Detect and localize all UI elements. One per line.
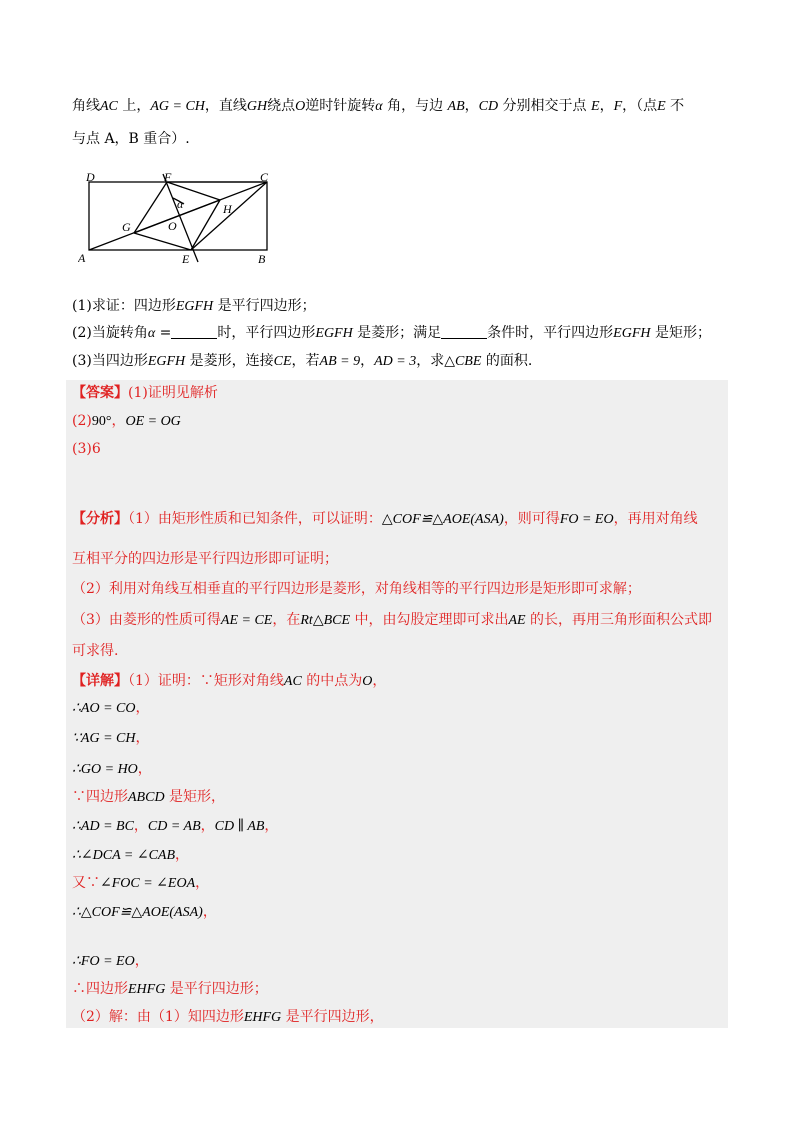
segment-hf bbox=[167, 182, 220, 200]
text: ， bbox=[360, 353, 375, 369]
text: 分别相交于点 bbox=[498, 98, 591, 114]
text: (2) bbox=[72, 413, 92, 429]
label-b: B bbox=[258, 252, 266, 266]
text: 时，平行四边形 bbox=[217, 325, 316, 341]
math: AE = CE bbox=[220, 613, 273, 628]
question-2 bbox=[72, 322, 711, 345]
text: 是平行四边形； bbox=[213, 298, 316, 314]
label-h: H bbox=[223, 202, 232, 216]
math: AC bbox=[283, 674, 302, 689]
text: 是平行四边形， bbox=[281, 1009, 384, 1025]
geometry-figure bbox=[78, 170, 278, 266]
math: ∴AD = BC bbox=[72, 819, 134, 834]
math: ∴GO = HO bbox=[72, 762, 138, 777]
text: 角线 bbox=[72, 98, 100, 114]
detail-line-9 bbox=[72, 901, 217, 924]
text: ，（点 bbox=[622, 98, 658, 114]
text: (1)证明见解析 bbox=[128, 385, 218, 401]
question-1 bbox=[72, 295, 316, 318]
question-3 bbox=[72, 350, 532, 373]
analysis-line-5: 可求得. bbox=[72, 643, 119, 659]
math: OE = OG bbox=[125, 414, 181, 429]
text: （3）由菱形的性质可得 bbox=[72, 612, 221, 628]
math: ∵AG = CH bbox=[72, 731, 136, 746]
math: ABCD bbox=[128, 790, 165, 805]
text: ， bbox=[464, 98, 479, 114]
math: O bbox=[362, 674, 373, 689]
text: 不 bbox=[665, 98, 685, 114]
math: EGFH bbox=[613, 326, 651, 341]
label-e: E bbox=[182, 252, 190, 266]
text: ， bbox=[202, 904, 217, 920]
label-c: C bbox=[260, 170, 269, 184]
answer-line-1 bbox=[72, 382, 218, 404]
detail-line-7 bbox=[72, 844, 189, 867]
detail-line-3 bbox=[72, 727, 149, 750]
solution-panel bbox=[66, 380, 728, 1028]
math: ∠FOC = ∠EOA bbox=[100, 876, 196, 891]
math: AD = 3 bbox=[374, 354, 417, 369]
detail-tag: 【详解】 bbox=[72, 673, 128, 689]
math: F bbox=[613, 99, 623, 114]
math: FO = EO bbox=[559, 512, 614, 527]
math: EHFG bbox=[243, 1010, 282, 1025]
answer-blank-1[interactable] bbox=[171, 324, 217, 339]
segment-ge bbox=[134, 233, 191, 250]
math: AC bbox=[100, 99, 118, 114]
detail-line-6 bbox=[72, 815, 278, 838]
math: O bbox=[295, 99, 306, 114]
math: ∴∠DCA = ∠CAB bbox=[72, 848, 176, 863]
analysis-line-4 bbox=[72, 609, 712, 632]
analysis-line-3: （2）利用对角线互相垂直的平行四边形是菱形，对角线相等的平行四边形是矩形即可求解； bbox=[72, 581, 641, 597]
text: = bbox=[155, 325, 172, 341]
analysis-line-2: 互相平分的四边形是平行四边形即可证明； bbox=[72, 551, 338, 567]
text: ，若 bbox=[291, 353, 320, 369]
label-a: A bbox=[78, 251, 86, 265]
problem-line-1 bbox=[72, 95, 684, 118]
math: AE bbox=[508, 613, 526, 628]
text: 是菱形；满足 bbox=[352, 325, 442, 341]
segment-ec bbox=[191, 182, 267, 250]
label-o: O bbox=[168, 219, 177, 233]
detail-line-11 bbox=[72, 978, 268, 1001]
math: EGFH bbox=[147, 354, 186, 369]
text: ， bbox=[195, 875, 210, 891]
analysis-tag: 【分析】 bbox=[72, 511, 128, 527]
text: 的中点为 bbox=[301, 673, 363, 689]
math: Rt△BCE bbox=[300, 613, 351, 628]
answer-line-3: (3)6 bbox=[72, 441, 101, 457]
text: ，直线 bbox=[204, 98, 247, 114]
text: ，再用对角线 bbox=[613, 511, 698, 527]
analysis-line-1 bbox=[72, 508, 698, 531]
text: ， bbox=[135, 700, 150, 716]
segment-fg bbox=[134, 182, 167, 233]
text: （1）由矩形性质和已知条件，可以证明： bbox=[128, 511, 382, 527]
detail-line-12 bbox=[72, 1006, 384, 1029]
text: 的面积. bbox=[481, 353, 533, 369]
text: 逆时针旋转 bbox=[305, 98, 376, 114]
text: (2)当旋转角 bbox=[72, 325, 148, 341]
text: ， bbox=[137, 761, 152, 777]
math: △COF≌△AOE(ASA) bbox=[381, 512, 504, 527]
math: CD = AB bbox=[147, 819, 201, 834]
math: CD ∥ AB bbox=[214, 819, 265, 834]
answer-tag: 【答案】 bbox=[72, 385, 128, 401]
math: E bbox=[657, 99, 666, 114]
detail-line-8 bbox=[72, 872, 209, 895]
math: 90° bbox=[91, 414, 112, 429]
segment-eh bbox=[191, 200, 220, 250]
math: GH bbox=[246, 99, 268, 114]
math: EHFG bbox=[128, 982, 166, 997]
text: ， bbox=[200, 818, 215, 834]
text: （2）解：由（1）知四边形 bbox=[72, 1009, 244, 1025]
text: ， bbox=[175, 847, 190, 863]
math: α bbox=[147, 326, 156, 341]
math: ∴△COF≌△AOE(ASA) bbox=[72, 905, 203, 920]
detail-line-10 bbox=[72, 950, 149, 973]
answer-line-2 bbox=[72, 410, 181, 433]
label-alpha: α bbox=[177, 197, 184, 211]
math: AB bbox=[447, 99, 465, 114]
text: 又∵ bbox=[72, 875, 100, 891]
math: E bbox=[591, 99, 600, 114]
detail-line-5 bbox=[72, 786, 225, 809]
text: ， bbox=[133, 818, 148, 834]
math: ∴FO = EO bbox=[72, 954, 135, 969]
detail-line-4 bbox=[72, 758, 152, 781]
text: (1)求证：四边形 bbox=[72, 298, 176, 314]
text: ， bbox=[264, 818, 279, 834]
label-f: F bbox=[164, 170, 172, 184]
math: α bbox=[375, 99, 383, 114]
text: （1）证明：∵矩形对角线 bbox=[128, 673, 284, 689]
text: ， bbox=[134, 953, 149, 969]
text: 上， bbox=[117, 98, 151, 114]
text: ∵四边形 bbox=[72, 789, 128, 805]
text: ， bbox=[372, 673, 387, 689]
math: CE bbox=[273, 354, 292, 369]
detail-line-1 bbox=[72, 670, 386, 693]
text: 是平行四边形； bbox=[165, 981, 268, 997]
text: 条件时，平行四边形 bbox=[487, 325, 614, 341]
text: ，在 bbox=[272, 612, 301, 628]
label-d: D bbox=[86, 170, 95, 184]
text: 是矩形， bbox=[164, 789, 226, 805]
detail-line-2 bbox=[72, 697, 149, 720]
text: 中，由勾股定理即可求出 bbox=[350, 612, 509, 628]
math: EGFH bbox=[315, 326, 353, 341]
text: 是菱形，连接 bbox=[185, 353, 274, 369]
text: ， bbox=[135, 730, 150, 746]
text: ∴四边形 bbox=[72, 981, 128, 997]
math: EGFH bbox=[175, 299, 214, 314]
text: 的长，再用三角形面积公式即 bbox=[525, 612, 713, 628]
text: ， bbox=[111, 413, 126, 429]
math: △CBE bbox=[444, 354, 482, 369]
label-g: G bbox=[122, 220, 131, 234]
text: ，求 bbox=[416, 353, 445, 369]
math: ∴AO = CO bbox=[72, 701, 136, 716]
answer-blank-2[interactable] bbox=[441, 324, 487, 339]
text: (3)当四边形 bbox=[72, 353, 148, 369]
math: AB = 9 bbox=[319, 354, 361, 369]
text: 角，与边 bbox=[382, 98, 448, 114]
text: 绕点 bbox=[267, 98, 296, 114]
text: 是矩形； bbox=[650, 325, 711, 341]
math: AG = CH bbox=[150, 99, 205, 114]
text: ， bbox=[599, 98, 614, 114]
math: CD bbox=[478, 99, 499, 114]
text: ，则可得 bbox=[503, 511, 560, 527]
problem-line-2: 与点 A，B 重合）. bbox=[72, 131, 190, 147]
